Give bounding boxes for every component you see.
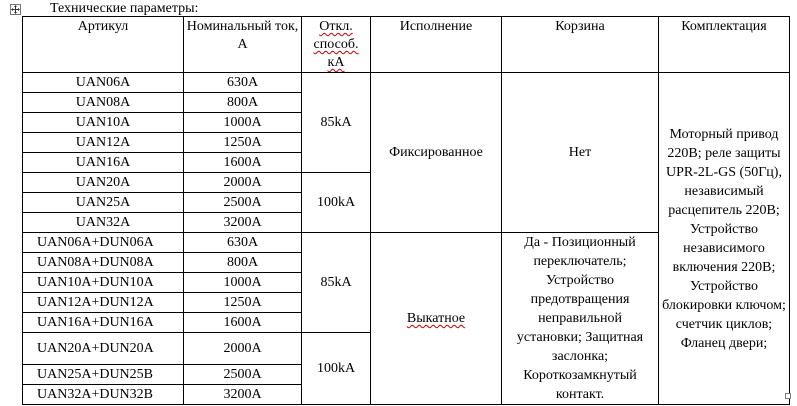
current-cell: 630A [184, 73, 302, 93]
table-resize-handle[interactable] [785, 393, 791, 399]
article-cell: UAN16A+DUN16A [23, 313, 184, 333]
table-move-handle-icon[interactable] [10, 4, 21, 15]
current-cell: 3200A [184, 385, 302, 405]
current-cell: 2500A [184, 365, 302, 385]
article-cell: UAN32A+DUN32B [23, 385, 184, 405]
article-cell: UAN08A+DUN08A [23, 253, 184, 273]
article-cell: UAN32A [23, 213, 184, 233]
current-cell: 1250A [184, 133, 302, 153]
article-cell: UAN25A+DUN25B [23, 365, 184, 385]
header-article: Артикул [23, 17, 184, 73]
current-cell: 1000A [184, 113, 302, 133]
article-cell: UAN20A+DUN20A [23, 333, 184, 365]
header-equipment: Комплектация [659, 17, 790, 73]
execution-cell: Фиксированное [371, 73, 502, 233]
cradle-cell: Нет [502, 73, 659, 233]
header-execution: Исполнение [371, 17, 502, 73]
current-cell: 1600A [184, 153, 302, 173]
article-cell: UAN12A [23, 133, 184, 153]
current-cell: 1600A [184, 313, 302, 333]
header-breaking-capacity: Откл. способ. кА [302, 17, 371, 73]
article-cell: UAN10A [23, 113, 184, 133]
cradle-cell: Да - Позиционный переключатель; Устройство предотвращения неправильной установки; Защитная заслонка; Короткозамкнутый контакт. [502, 233, 659, 405]
article-cell: UAN16A [23, 153, 184, 173]
article-cell: UAN08A [23, 93, 184, 113]
breaking-capacity-cell: 100kA [302, 333, 371, 405]
article-cell: UAN20A [23, 173, 184, 193]
current-cell: 1250A [184, 293, 302, 313]
current-cell: 3200A [184, 213, 302, 233]
current-cell: 630A [184, 233, 302, 253]
article-cell: UAN10A+DUN10A [23, 273, 184, 293]
current-cell: 1000A [184, 273, 302, 293]
header-cradle: Корзина [502, 17, 659, 73]
execution-cell: Выкатное [371, 233, 502, 405]
breaking-capacity-cell: 100kA [302, 173, 371, 233]
header-current: Номинальный ток, А [184, 17, 302, 73]
article-cell: UAN06A+DUN06A [23, 233, 184, 253]
specs-table [22, 16, 790, 405]
equipment-cell: Моторный привод 220В; реле защиты UPR-2L-GS (50Гц), независимый расцепитель 220В; Устройство независимого включения 220В; Устройство блокировки ключом; счетчик циклов; Фланец двери; [659, 73, 790, 405]
current-cell: 800A [184, 93, 302, 113]
breaking-capacity-cell: 85kA [302, 73, 371, 173]
article-cell: UAN25A [23, 193, 184, 213]
article-cell: UAN12A+DUN12A [23, 293, 184, 313]
current-cell: 2500A [184, 193, 302, 213]
current-cell: 2000A [184, 173, 302, 193]
article-cell: UAN06A [23, 73, 184, 93]
current-cell: 2000A [184, 333, 302, 365]
breaking-capacity-cell: 85kA [302, 233, 371, 333]
section-heading: Технические параметры: [50, 1, 199, 16]
current-cell: 800A [184, 253, 302, 273]
